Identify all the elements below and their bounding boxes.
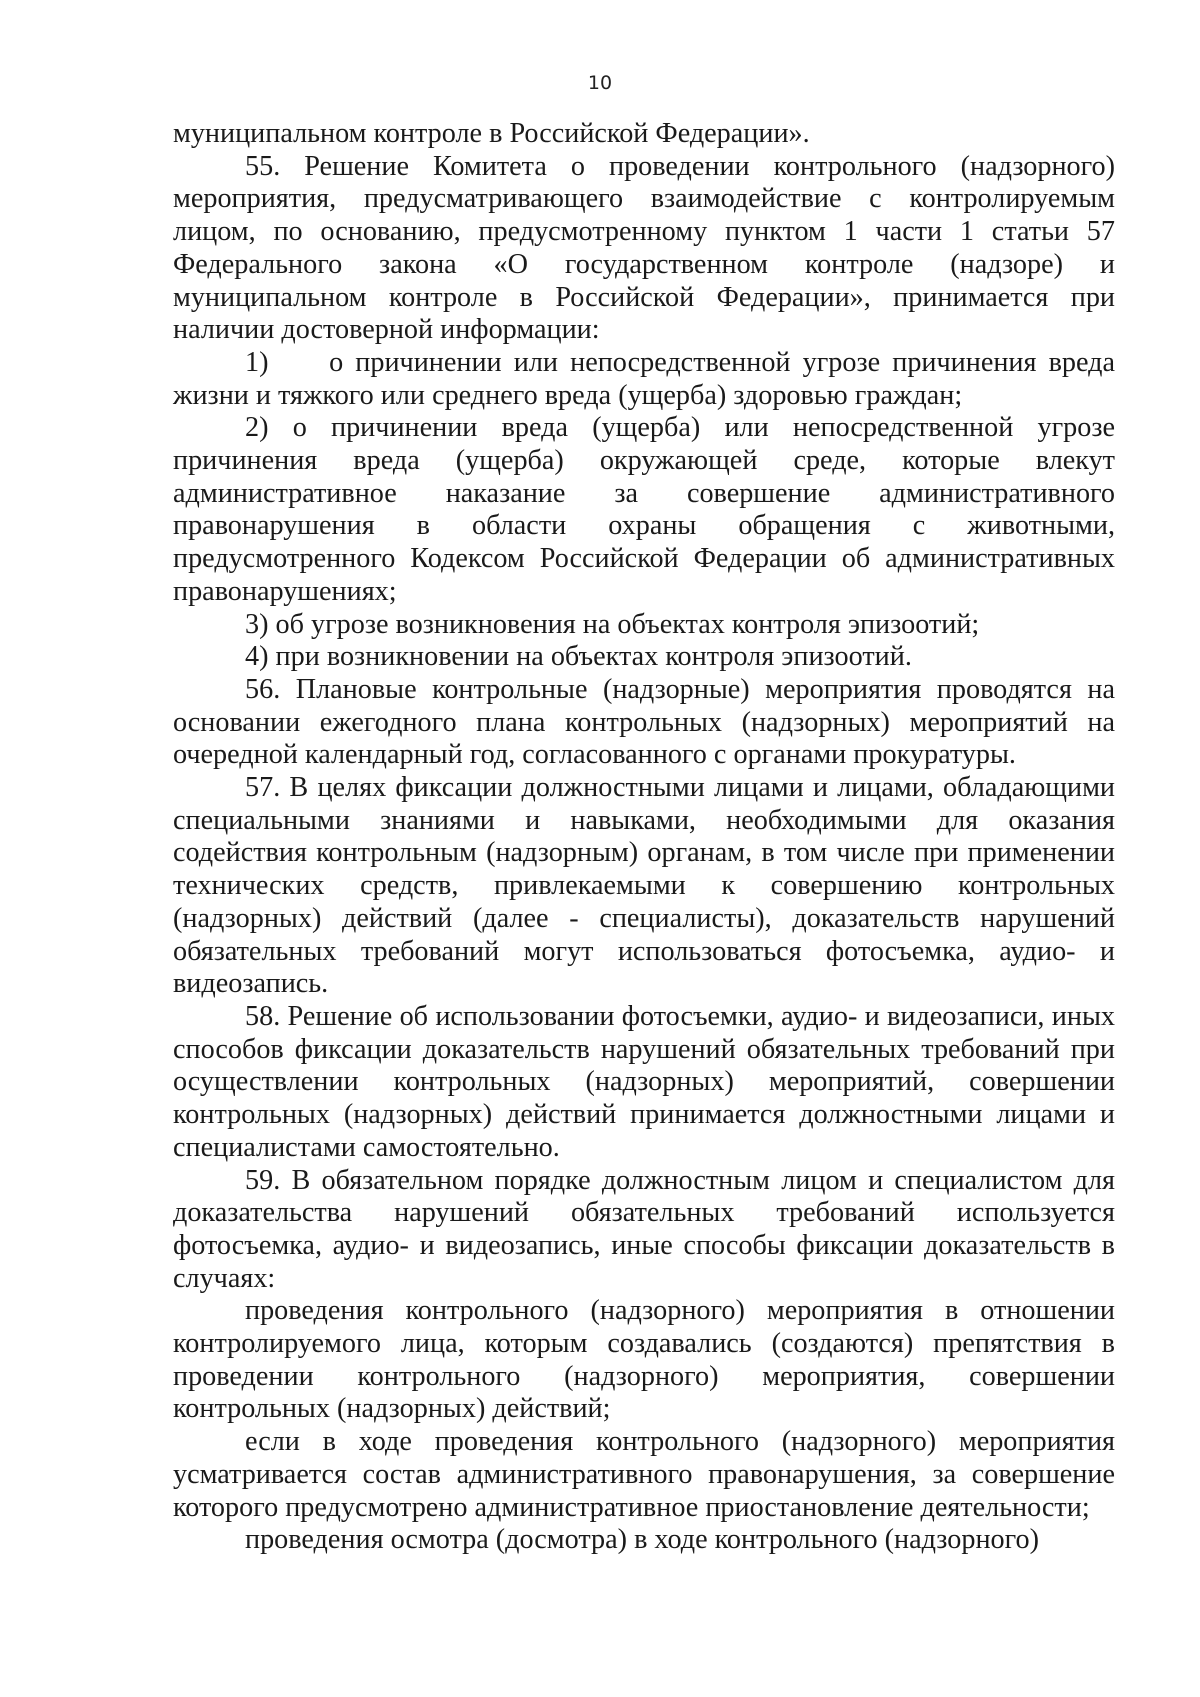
paragraph: проведения контрольного (надзорного) мероприятия в отношении контролируемого лица, которым создавались (создаются) препятствия в проведении контрольного (надзорного) мероприятия, совершении контрольных (надзорных) действий;	[173, 1295, 1115, 1425]
paragraph: 58. Решение об использовании фотосъемки, аудио- и видеозаписи, иных способов фиксации доказательств нарушений обязательных требований при осуществлении контрольных (надзорных) мероприятий, совершении контрольных (надзорных) действий принимается должностными лицами и специалистами самостоятельно.	[173, 1000, 1115, 1163]
paragraph: 55. Решение Комитета о проведении контрольного (надзорного) мероприятия, предусматривающего взаимодействие с контролируемым лицом, по основанию, предусмотренному пунктом 1 части 1 статьи 57 Федерального закона «О государственном контроле (надзоре) и муниципальном контроле в Российской Федерации», принимается при наличии достоверной информации:	[173, 150, 1115, 346]
paragraph: 59. В обязательном порядке должностным лицом и специалистом для доказательства нарушений обязательных требований используется фотосъемка, аудио- и видеозапись, иные способы фиксации доказательств в случаях:	[173, 1164, 1115, 1294]
paragraph: если в ходе проведения контрольного (надзорного) мероприятия усматривается состав административного правонарушения, за совершение которого предусмотрено административное приостановление деятельности;	[173, 1426, 1115, 1523]
page-number: 10	[587, 72, 613, 94]
paragraph: 56. Плановые контрольные (надзорные) мероприятия проводятся на основании ежегодного плана контрольных (надзорных) мероприятий на очередной календарный год, согласованного с органами прокуратуры.	[173, 673, 1115, 771]
paragraph: 57. В целях фиксации должностными лицами и лицами, обладающими специальными знаниями и навыками, необходимыми для оказания содействия контрольным (надзорным) органам, в том числе при применении технических средств, привлекаемыми к совершению контрольных (надзорных) действий (далее - специалисты), доказательств нарушений обязательных требований могут использоваться фотосъемка, аудио- и видеозапись.	[173, 772, 1115, 1000]
paragraph: 4) при возникновении на объектах контроля эпизоотий.	[245, 641, 912, 673]
paragraph: проведения осмотра (досмотра) в ходе контрольного (надзорного)	[245, 1524, 1039, 1556]
paragraph: 1) о причинении или непосредственной угрозе причинения вреда жизни и тяжкого или среднего вреда (ущерба) здоровью граждан;	[173, 346, 1115, 411]
document-body	[173, 118, 1115, 1557]
paragraph: муниципальном контроле в Российской Федерации».	[173, 118, 810, 149]
paragraph: 3) об угрозе возникновения на объектах контроля эпизоотий;	[245, 608, 980, 640]
paragraph: 2) о причинении вреда (ущерба) или непосредственной угрозе причинения вреда (ущерба) окружающей среде, которые влекут административное наказание за совершение административного правонарушения в области охраны обращения с животными, предусмотренного Кодексом Российской Федерации об административных правонарушениях;	[173, 412, 1115, 607]
